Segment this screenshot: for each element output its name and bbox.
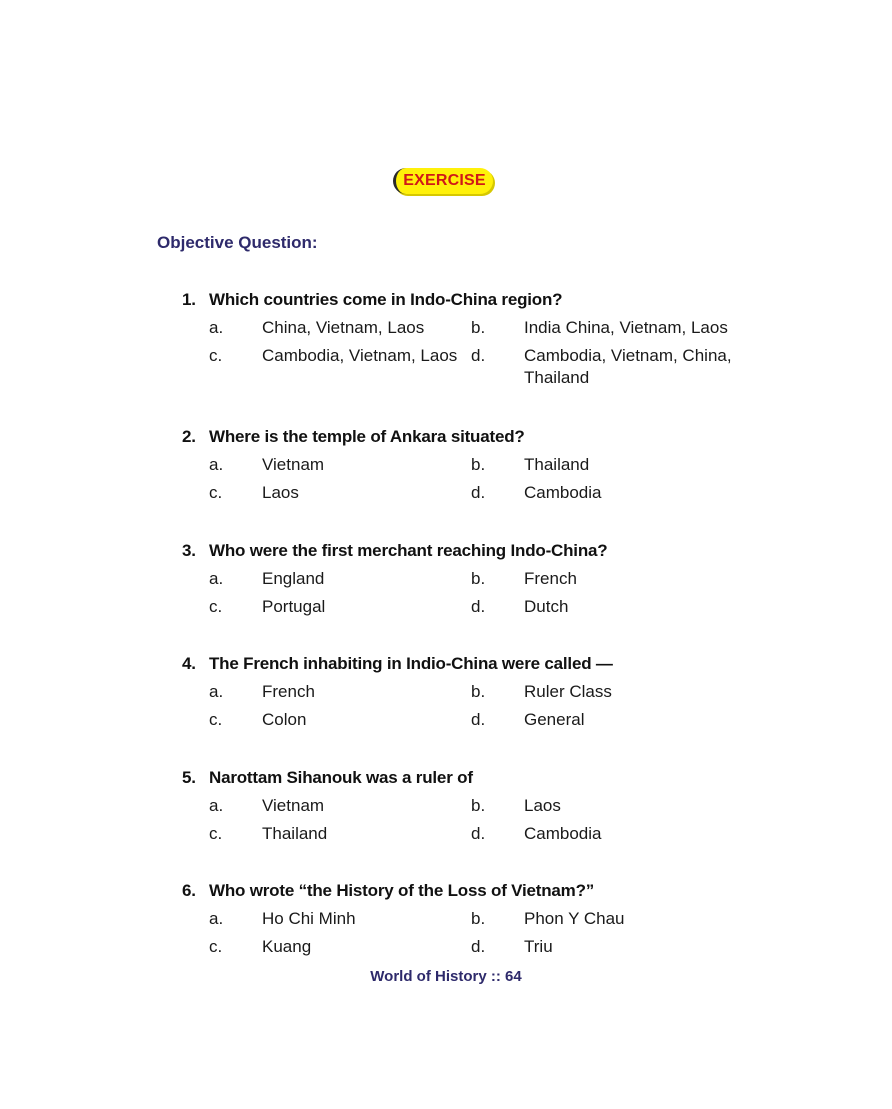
question-number: 5. bbox=[182, 768, 196, 787]
option-letter: d. bbox=[471, 346, 486, 365]
options-row bbox=[182, 933, 782, 961]
option-c: Laos bbox=[262, 483, 299, 502]
option-letter: b. bbox=[471, 569, 486, 588]
option-b: Laos bbox=[524, 796, 561, 815]
option-d: Cambodia bbox=[524, 824, 602, 843]
question-text: The French inhabiting in Indio-China were called — bbox=[209, 654, 613, 673]
option-letter: a. bbox=[209, 318, 224, 337]
option-letter: a. bbox=[209, 796, 224, 815]
options-row bbox=[182, 342, 782, 392]
option-letter: c. bbox=[209, 483, 223, 502]
option-letter: a. bbox=[209, 455, 224, 474]
option-a: French bbox=[262, 682, 315, 701]
question-2 bbox=[182, 426, 782, 507]
option-letter: c. bbox=[209, 346, 223, 365]
option-c: Colon bbox=[262, 710, 307, 729]
question-text: Narottam Sihanouk was a ruler of bbox=[209, 768, 473, 787]
page-footer: World of History :: 64 bbox=[370, 968, 522, 985]
question-stem bbox=[182, 880, 782, 902]
option-letter: d. bbox=[471, 483, 486, 502]
option-c: Kuang bbox=[262, 937, 312, 956]
exercise-badge bbox=[393, 168, 495, 196]
options-row bbox=[182, 905, 782, 933]
question-number: 2. bbox=[182, 427, 196, 446]
options-row bbox=[182, 479, 782, 507]
option-letter: d. bbox=[471, 937, 486, 956]
question-stem bbox=[182, 289, 782, 311]
badge-label: EXERCISE bbox=[393, 168, 493, 194]
options-row bbox=[182, 451, 782, 479]
option-c: Thailand bbox=[262, 824, 328, 843]
option-letter: a. bbox=[209, 682, 224, 701]
question-3 bbox=[182, 540, 782, 621]
option-letter: b. bbox=[471, 682, 486, 701]
question-text: Where is the temple of Ankara situated? bbox=[209, 427, 525, 446]
option-a: Vietnam bbox=[262, 796, 325, 815]
options-row bbox=[182, 593, 782, 621]
option-a: Vietnam bbox=[262, 455, 325, 474]
question-5 bbox=[182, 767, 782, 848]
question-number: 6. bbox=[182, 881, 196, 900]
option-b: French bbox=[524, 569, 577, 588]
option-letter: d. bbox=[471, 710, 486, 729]
question-stem bbox=[182, 653, 782, 675]
option-d: Cambodia bbox=[524, 483, 602, 502]
option-d: Triu bbox=[524, 937, 553, 956]
question-stem bbox=[182, 540, 782, 562]
option-letter: c. bbox=[209, 710, 223, 729]
question-number: 4. bbox=[182, 654, 196, 673]
question-4 bbox=[182, 653, 782, 734]
question-text: Which countries come in Indo-China region? bbox=[209, 290, 563, 309]
question-number: 1. bbox=[182, 290, 196, 309]
question-number: 3. bbox=[182, 541, 196, 560]
options-row bbox=[182, 706, 782, 734]
option-letter: c. bbox=[209, 824, 223, 843]
option-b: India China, Vietnam, Laos bbox=[524, 318, 728, 337]
option-letter: d. bbox=[471, 597, 486, 616]
section-title: Objective Question: bbox=[157, 233, 318, 252]
option-d: Cambodia, Vietnam, China, Thailand bbox=[524, 346, 732, 387]
option-letter: c. bbox=[209, 937, 223, 956]
question-1 bbox=[182, 289, 782, 392]
option-letter: a. bbox=[209, 909, 224, 928]
option-letter: b. bbox=[471, 909, 486, 928]
question-6 bbox=[182, 880, 782, 961]
option-d: Dutch bbox=[524, 597, 569, 616]
option-letter: b. bbox=[471, 796, 486, 815]
options-row bbox=[182, 314, 782, 342]
options-row bbox=[182, 792, 782, 820]
option-letter: a. bbox=[209, 569, 224, 588]
option-b: Thailand bbox=[524, 455, 590, 474]
option-c: Portugal bbox=[262, 597, 326, 616]
options-row bbox=[182, 565, 782, 593]
option-letter: d. bbox=[471, 824, 486, 843]
option-b: Phon Y Chau bbox=[524, 909, 625, 928]
options-row bbox=[182, 678, 782, 706]
option-b: Ruler Class bbox=[524, 682, 612, 701]
options-row bbox=[182, 820, 782, 848]
question-stem bbox=[182, 426, 782, 448]
option-letter: c. bbox=[209, 597, 223, 616]
option-a: England bbox=[262, 569, 325, 588]
option-letter: b. bbox=[471, 318, 486, 337]
option-a: Ho Chi Minh bbox=[262, 909, 356, 928]
option-c: Cambodia, Vietnam, Laos bbox=[262, 346, 458, 365]
question-stem bbox=[182, 767, 782, 789]
question-text: Who wrote “the History of the Loss of Vietnam?” bbox=[209, 881, 595, 900]
option-a: China, Vietnam, Laos bbox=[262, 318, 425, 337]
option-letter: b. bbox=[471, 455, 486, 474]
option-d: General bbox=[524, 710, 585, 729]
question-text: Who were the first merchant reaching Indo-China? bbox=[209, 541, 608, 560]
